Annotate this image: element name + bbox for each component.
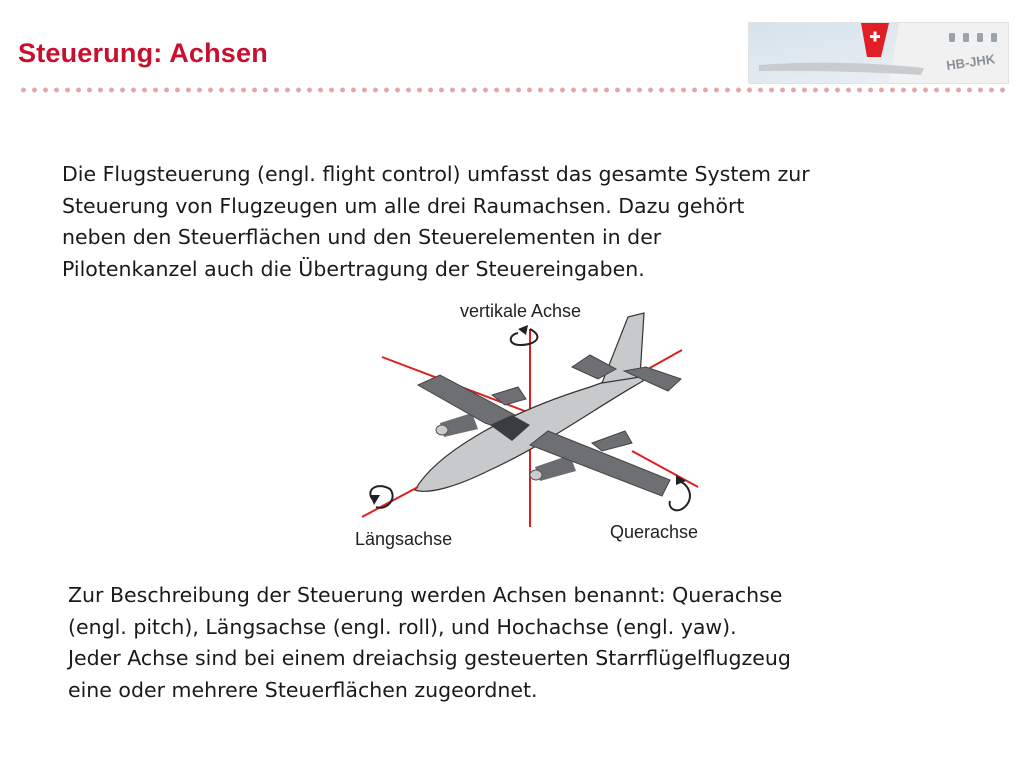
photo-registration: HB-JHK <box>945 51 997 73</box>
lateral-axis-label: Querachse <box>610 522 699 542</box>
header-dotted-divider <box>18 86 1010 94</box>
slide-title: Steuerung: Achsen <box>18 38 268 68</box>
aircraft-photo <box>748 22 1009 84</box>
aircraft-axes-diagram <box>340 295 740 560</box>
pitch-rotation-arrow <box>670 480 690 510</box>
longitudinal-axis-label: Längsachse <box>355 529 453 549</box>
description-paragraph: Zur Beschreibung der Steuerung werden Achsen benannt: Querachse (engl. pitch), Längsachse (engl. roll), und Hochachse (engl. yaw). Jeder Achse sind bei einem dreiachsig gesteuerten Starrflügelflugzeug eine oder mehrere Steuerflächen zugeordnet. <box>68 583 791 702</box>
vertical-axis-label: vertikale Achse <box>460 301 582 321</box>
intro-paragraph: Die Flugsteuerung (engl. flight control) umfasst das gesamte System zur Steuerung von Flugzeugen um alle drei Raumachsen. Dazu gehört neben den Steuerflächen und den Steuerelementen in der Pilotenkanzel auch die Übertragung der Steuereingaben. <box>62 162 810 281</box>
